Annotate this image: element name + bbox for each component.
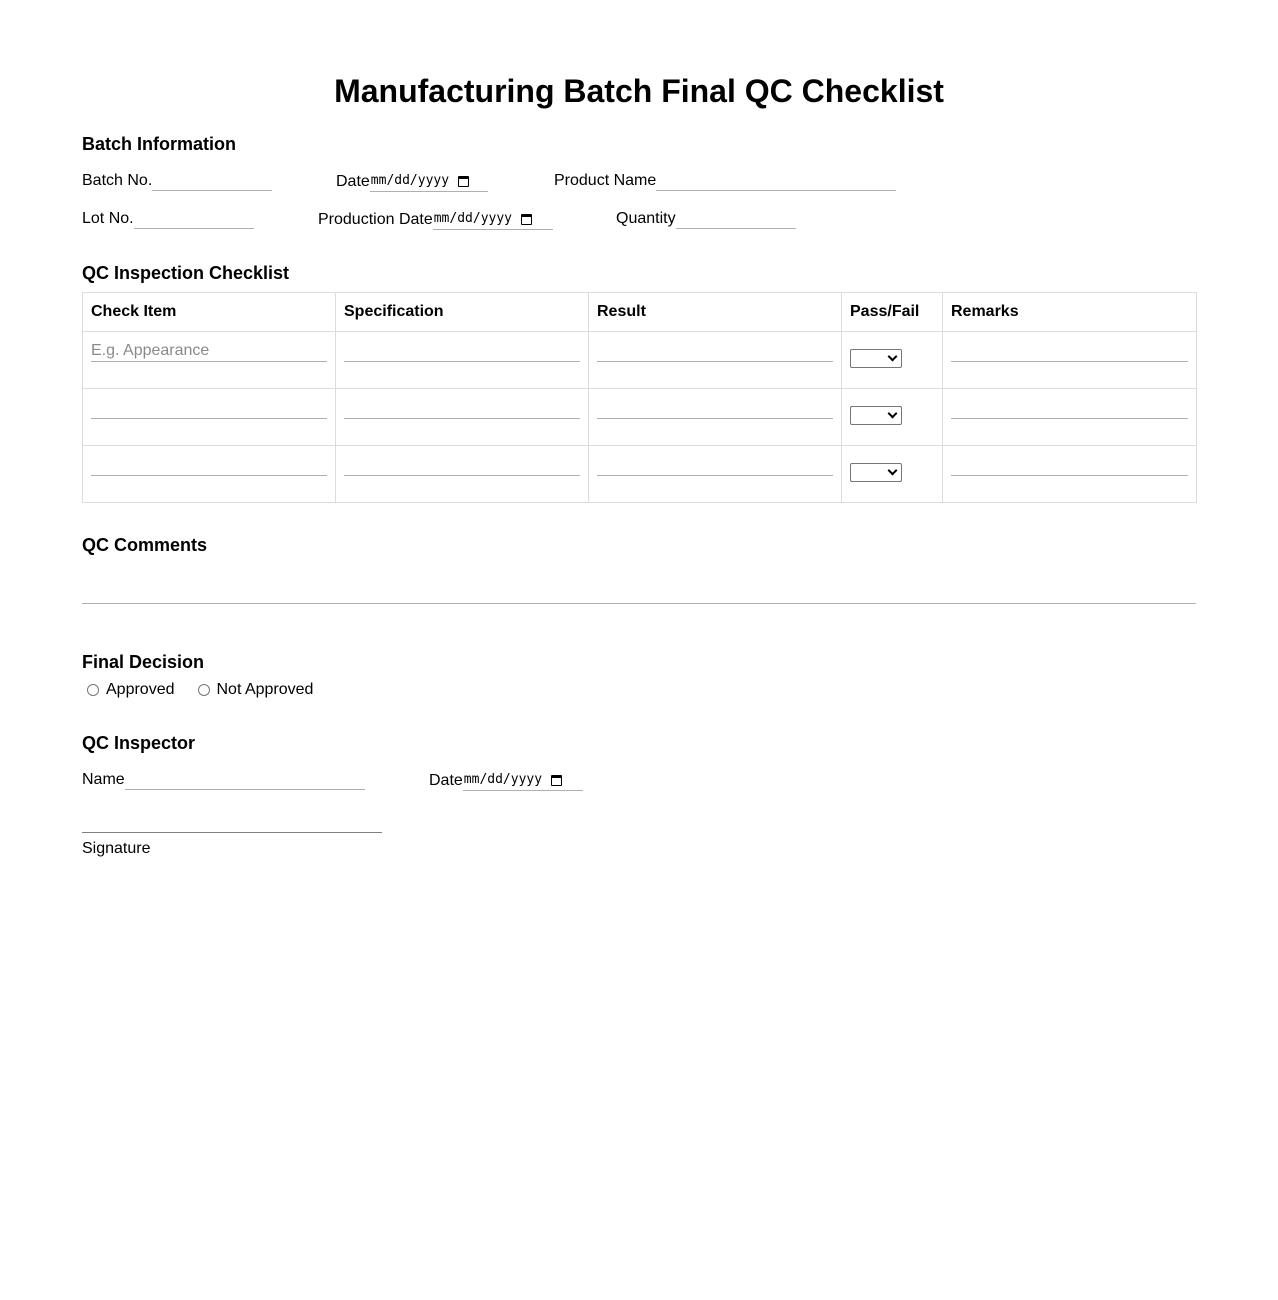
column-header-remarks: Remarks (943, 293, 1197, 332)
production-date-placeholder: mm/dd/yyyy (433, 211, 513, 226)
product-name-input[interactable] (656, 170, 896, 191)
batch-no-field (82, 170, 272, 191)
calendar-icon[interactable] (551, 775, 562, 786)
quantity-field (616, 208, 796, 229)
section-heading-final-decision: Final Decision (82, 652, 205, 672)
table-row (83, 389, 1197, 446)
quantity-input[interactable] (676, 208, 796, 229)
check-item-input[interactable] (91, 341, 327, 362)
lot-no-input[interactable] (134, 208, 254, 229)
specification-input[interactable] (344, 455, 580, 476)
result-input[interactable] (597, 398, 833, 419)
date-field (336, 171, 488, 192)
inspector-name-label: Name (82, 771, 125, 788)
pass-fail-select[interactable] (850, 463, 902, 482)
signature-label: Signature (82, 840, 151, 857)
inspector-date-placeholder: mm/dd/yyyy (463, 772, 543, 787)
chevron-down-icon (888, 409, 898, 419)
radio-not-approved[interactable] (198, 681, 314, 699)
qc-checklist-table (82, 292, 1197, 503)
pass-fail-select[interactable] (850, 406, 902, 425)
radio-circle-icon[interactable] (87, 684, 99, 696)
column-header-pass-fail: Pass/Fail (842, 293, 943, 332)
quantity-label: Quantity (616, 210, 676, 227)
comments-input[interactable] (82, 603, 1196, 604)
radio-circle-icon[interactable] (198, 684, 210, 696)
date-input[interactable] (370, 171, 488, 192)
batch-no-label: Batch No. (82, 172, 153, 189)
column-header-check-item: Check Item (83, 293, 336, 332)
table-row (83, 446, 1197, 503)
section-heading-inspector: QC Inspector (82, 733, 196, 753)
calendar-icon[interactable] (458, 176, 469, 187)
check-item-input[interactable] (91, 398, 327, 419)
inspector-date-label: Date (429, 772, 463, 789)
batch-no-input[interactable] (152, 170, 272, 191)
inspector-date-input[interactable] (463, 770, 583, 791)
specification-input[interactable] (344, 398, 580, 419)
column-header-specification: Specification (336, 293, 589, 332)
production-date-field (318, 209, 553, 230)
lot-no-field (82, 208, 254, 229)
inspector-date-field (429, 770, 583, 791)
product-name-field (554, 170, 896, 191)
page-title: Manufacturing Batch Final QC Checklist (334, 73, 944, 109)
table-header-row (83, 293, 1197, 332)
column-header-result: Result (589, 293, 842, 332)
lot-no-label: Lot No. (82, 210, 134, 227)
final-decision-radio-group (87, 681, 336, 699)
signature-line (82, 832, 382, 833)
production-date-label: Production Date (318, 211, 433, 228)
section-heading-batch-info: Batch Information (82, 134, 237, 154)
date-label: Date (336, 173, 370, 190)
product-name-label: Product Name (554, 172, 657, 189)
table-row (83, 332, 1197, 389)
chevron-down-icon (888, 466, 898, 476)
result-input[interactable] (597, 455, 833, 476)
section-heading-comments: QC Comments (82, 535, 208, 555)
radio-approved-label: Approved (106, 681, 175, 698)
date-placeholder: mm/dd/yyyy (370, 173, 450, 188)
remarks-input[interactable] (951, 398, 1188, 419)
radio-approved[interactable] (87, 681, 175, 699)
radio-not-approved-label: Not Approved (216, 681, 314, 698)
calendar-icon[interactable] (521, 214, 532, 225)
remarks-input[interactable] (951, 455, 1188, 476)
inspector-name-input[interactable] (125, 769, 365, 790)
remarks-input[interactable] (951, 341, 1188, 362)
section-heading-checklist: QC Inspection Checklist (82, 263, 290, 283)
check-item-input[interactable] (91, 455, 327, 476)
pass-fail-select[interactable] (850, 349, 902, 368)
production-date-input[interactable] (433, 209, 553, 230)
inspector-name-field (82, 769, 365, 790)
result-input[interactable] (597, 341, 833, 362)
specification-input[interactable] (344, 341, 580, 362)
chevron-down-icon (888, 352, 898, 362)
